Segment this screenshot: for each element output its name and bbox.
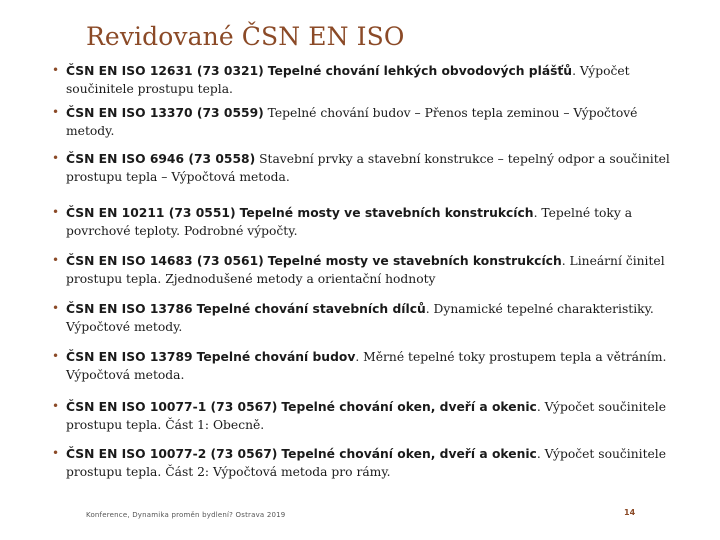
bullet-icon: •	[52, 205, 60, 219]
standard-code: ČSN EN ISO 12631 (73 0321)	[66, 64, 264, 78]
list-item	[52, 252, 680, 288]
footer-text: Konference, Dynamika proměn bydlení? Ostrava 2019	[86, 511, 286, 519]
standard-code: ČSN EN ISO 10077-1 (73 0567)	[66, 400, 278, 414]
list-item	[52, 398, 680, 434]
standard-description: . Výpočet součinitele prostupu tepla. Část 1: Obecně.	[66, 400, 667, 432]
bullet-icon: •	[52, 399, 60, 413]
standard-description: . Tepelné toky a povrchové teploty. Podrobné výpočty.	[66, 206, 633, 238]
standard-title: Tepelné mosty ve stavebních konstrukcích	[239, 206, 534, 220]
list-item	[52, 300, 680, 336]
list-item	[52, 445, 680, 481]
bullet-icon: •	[52, 253, 60, 267]
standard-code: ČSN EN 10211 (73 0551)	[66, 206, 236, 220]
bullet-icon: •	[52, 151, 60, 165]
slide-title: Revidované ČSN EN ISO	[86, 22, 405, 51]
page-number: 14	[624, 508, 636, 517]
list-item	[52, 150, 680, 186]
standard-description: . Lineární činitel prostupu tepla. Zjednodušené metody a orientační hodnoty	[66, 254, 665, 286]
list-item	[52, 104, 680, 140]
bullet-icon: •	[52, 105, 60, 119]
standard-code: ČSN EN ISO 13370 (73 0559)	[66, 106, 264, 120]
standard-code: ČSN EN ISO 10077-2 (73 0567)	[66, 447, 278, 461]
bullet-icon: •	[52, 301, 60, 315]
standard-code: ČSN EN ISO 14683 (73 0561)	[66, 254, 264, 268]
standard-description: . Měrné tepelné toky prostupem tepla a větráním. Výpočtová metoda.	[66, 350, 667, 382]
standard-title: Tepelné mosty ve stavebních konstrukcích	[267, 254, 562, 268]
bullet-icon: •	[52, 349, 60, 363]
standard-description: . Výpočet součinitele prostupu tepla.	[66, 64, 630, 96]
standard-description: Tepelné chování budov – Přenos tepla zeminou – Výpočtové metody.	[66, 106, 638, 138]
standard-title: Tepelné chování oken, dveří a okenic	[281, 400, 537, 414]
standard-title: Tepelné chování lehkých obvodových plášťů	[267, 64, 573, 78]
list-item	[52, 62, 680, 98]
standard-description: . Dynamické tepelné charakteristiky. Výpočtové metody.	[66, 302, 654, 334]
standard-code: ČSN EN ISO 13786	[66, 302, 193, 316]
standard-title: Tepelné chování budov	[196, 350, 356, 364]
bullet-icon: •	[52, 63, 60, 77]
standard-description: Stavební prvky a stavební konstrukce – tepelný odpor a součinitel prostupu tepla – Výpočtová metoda.	[66, 152, 670, 184]
standard-title: Tepelné chování stavebních dílců	[196, 302, 426, 316]
standard-code: ČSN EN ISO 13789	[66, 350, 193, 364]
standard-description: . Výpočet součinitele prostupu tepla. Část 2: Výpočtová metoda pro rámy.	[66, 447, 667, 479]
standard-code: ČSN EN ISO 6946 (73 0558)	[66, 152, 256, 166]
list-item	[52, 204, 680, 240]
list-item	[52, 348, 680, 384]
bullet-icon: •	[52, 446, 60, 460]
standard-title: Tepelné chování oken, dveří a okenic	[281, 447, 537, 461]
